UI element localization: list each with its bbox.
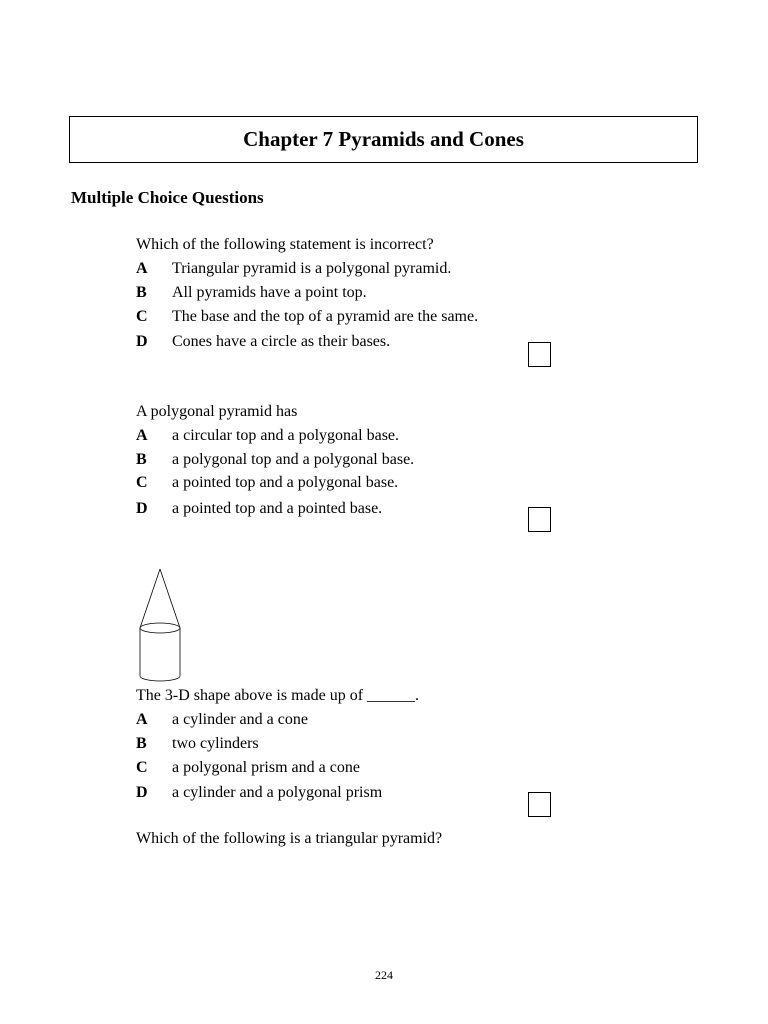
option-letter: A <box>136 711 148 728</box>
answer-box-2[interactable] <box>528 507 551 532</box>
option-b <box>136 451 414 469</box>
option-text: a pointed top and a pointed base. <box>172 500 383 517</box>
cone-cylinder-figure <box>136 566 184 686</box>
question-stem: Which of the following is a triangular pyramid? <box>136 830 443 847</box>
option-letter: D <box>136 333 148 350</box>
answer-box-1[interactable] <box>528 342 551 367</box>
option-letter: C <box>136 308 148 325</box>
option-text: a polygonal prism and a cone <box>172 759 360 776</box>
option-d <box>136 333 390 351</box>
option-a <box>136 260 451 278</box>
question-stem: A polygonal pyramid has <box>136 403 298 420</box>
option-d <box>136 784 382 802</box>
option-c <box>136 759 360 777</box>
option-text: Triangular pyramid is a polygonal pyramid. <box>172 260 452 277</box>
answer-box-3[interactable] <box>528 792 551 817</box>
option-letter: C <box>136 759 148 776</box>
option-letter: A <box>136 260 148 277</box>
cone-right-edge <box>160 569 180 628</box>
option-c <box>136 308 478 326</box>
option-letter: D <box>136 784 148 801</box>
option-d <box>136 500 382 518</box>
option-letter: B <box>136 284 147 301</box>
option-letter: B <box>136 451 147 468</box>
cylinder-top-ellipse <box>140 623 180 633</box>
option-text: a cylinder and a polygonal prism <box>172 784 383 801</box>
question-stem: The 3-D shape above is made up of ______. <box>136 687 420 704</box>
cylinder-bottom-arc <box>140 676 180 681</box>
option-text: two cylinders <box>172 735 259 752</box>
question-stem: Which of the following statement is incorrect? <box>136 236 434 253</box>
option-letter: A <box>136 427 148 444</box>
option-letter: D <box>136 500 148 517</box>
option-letter: C <box>136 474 148 491</box>
option-text: a circular top and a polygonal base. <box>172 427 400 444</box>
option-text: The base and the top of a pyramid are the same. <box>172 308 479 325</box>
option-text: a pointed top and a polygonal base. <box>172 474 399 491</box>
option-c <box>136 474 398 492</box>
option-a <box>136 427 399 445</box>
option-text: a polygonal top and a polygonal base. <box>172 451 415 468</box>
option-text: All pyramids have a point top. <box>172 284 367 301</box>
option-a <box>136 711 308 729</box>
option-b <box>136 735 259 753</box>
option-text: Cones have a circle as their bases. <box>172 333 391 350</box>
option-b <box>136 284 367 302</box>
section-heading: Multiple Choice Questions <box>71 188 264 207</box>
chapter-title-box <box>69 116 698 163</box>
cone-left-edge <box>140 569 160 628</box>
page-number: 224 <box>375 968 393 982</box>
chapter-title: Chapter 7 Pyramids and Cones <box>243 127 524 151</box>
option-letter: B <box>136 735 147 752</box>
option-text: a cylinder and a cone <box>172 711 308 728</box>
